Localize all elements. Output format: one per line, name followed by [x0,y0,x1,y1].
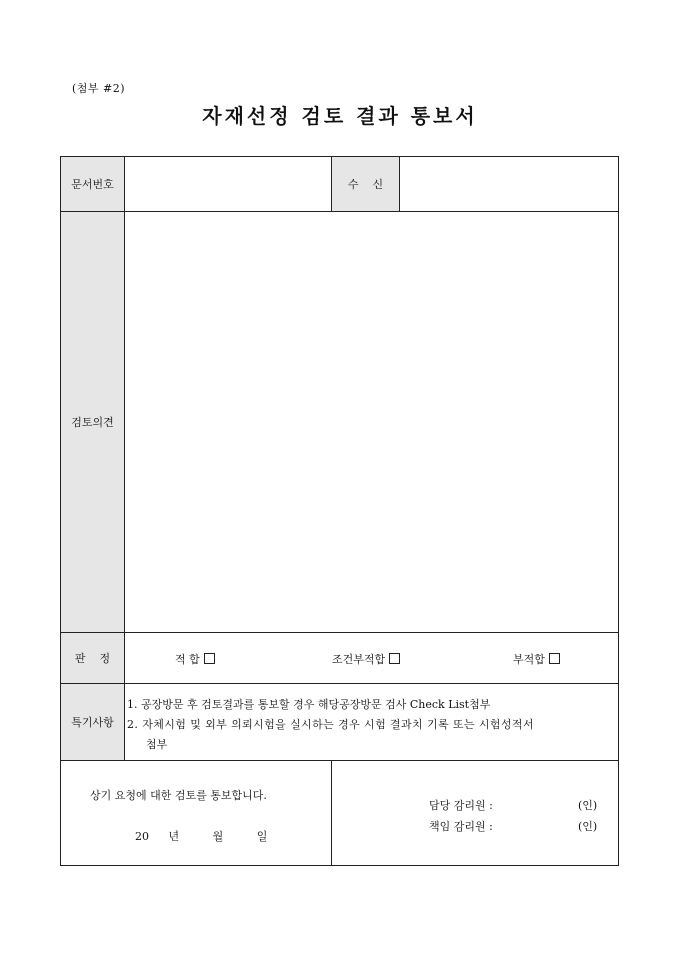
option-pass-label: 적 합 [175,653,200,666]
checkbox-fail[interactable] [549,653,560,664]
chief-seal[interactable]: (인) [578,820,598,833]
decision-label: 판 정 [74,652,111,665]
doc-number-label: 문서번호 [71,178,114,191]
note-line-1: 1. 공장방문 후 검토결과를 통보할 경우 해당공장방문 검사 Check List첨부 [127,698,491,711]
row-divider [60,683,619,684]
note-line-2: 2. 자체시험 및 외부 의뢰시험을 실시하는 경우 시험 결과치 기록 또는 시험성적서 [127,718,534,731]
column-divider [331,760,332,866]
date-year-label: 년 [168,830,180,843]
date-year: 20 [135,830,149,843]
row-divider [60,760,619,761]
option-fail[interactable] [513,651,560,667]
checkbox-conditional[interactable] [389,653,400,664]
recipient-label: 수 신 [347,178,384,191]
option-pass[interactable] [175,651,215,667]
option-fail-label: 부적합 [513,653,545,666]
document-title: 자재선정 검토 결과 통보서 [202,104,478,128]
attachment-number: (첨부 #2) [72,82,126,95]
inspector-label: 담당 감리원 : [429,799,493,812]
option-conditional-label: 조건부적합 [332,653,386,666]
inspector-seal[interactable]: (인) [578,799,598,812]
date-day-label: 일 [256,830,268,843]
note-line-2-continued: 첨부 [146,738,168,751]
row-divider [60,632,619,633]
footer-notice: 상기 요청에 대한 검토를 통보합니다. [90,789,267,802]
date-line [135,828,267,844]
date-month-label: 월 [212,830,224,843]
chief-label: 책임 감리원 : [429,820,493,833]
review-field[interactable] [125,212,618,632]
review-label: 검토의견 [71,416,114,429]
checkbox-pass[interactable] [204,653,215,664]
option-conditional[interactable] [332,651,400,667]
notes-label: 특기사항 [71,716,114,729]
recipient-field[interactable] [400,157,618,211]
doc-number-field[interactable] [125,157,331,211]
